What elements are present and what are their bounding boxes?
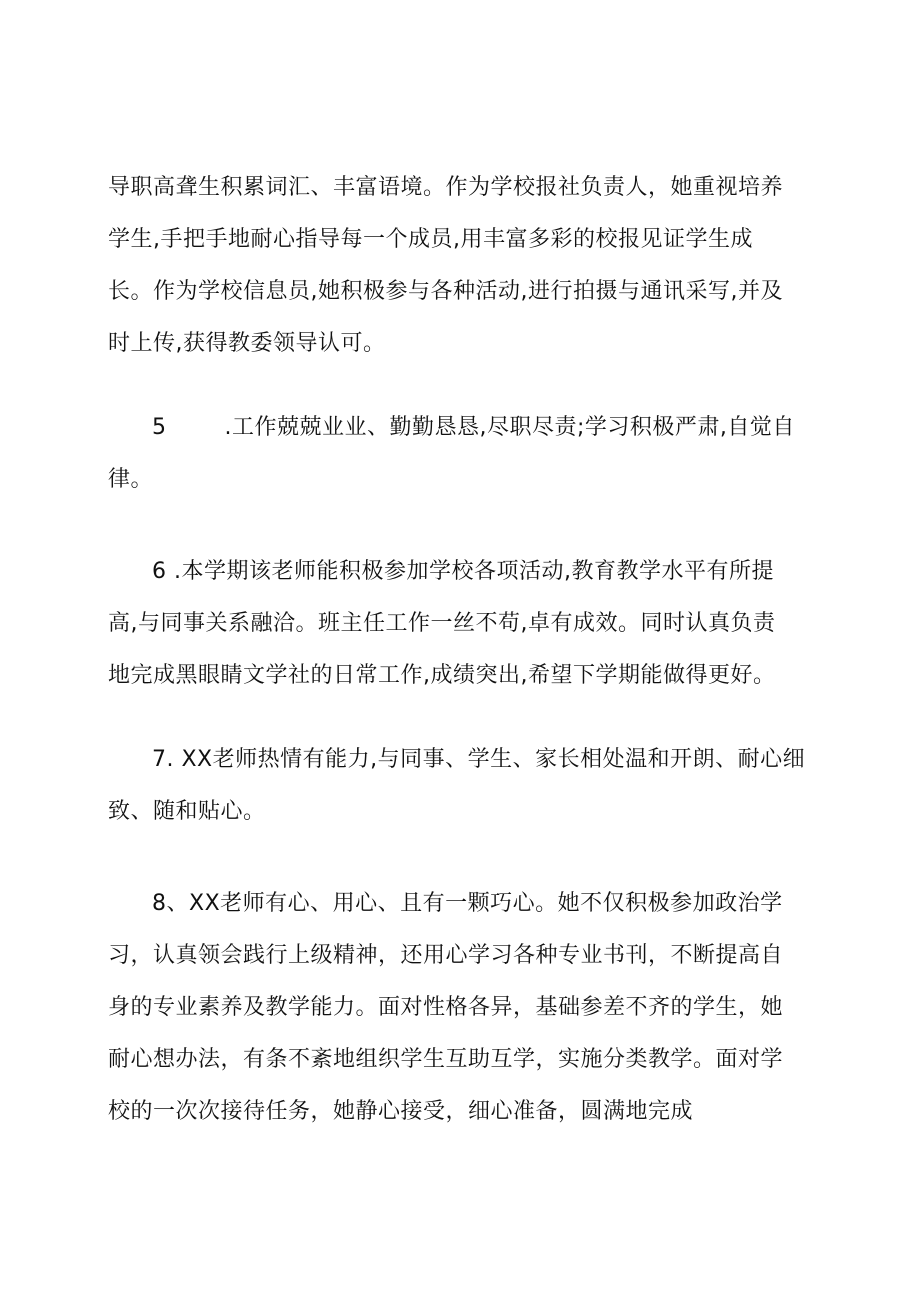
text-line: 耐心想办法，有条不紊地组织学生互助互学，实施分类教学。面对学: [108, 1047, 784, 1072]
paragraph-item-5: [108, 402, 828, 506]
text-line: 地完成黑眼睛文学社的日常工作,成绩突出,希望下学期能做得更好。: [108, 663, 776, 688]
text-line: 致、随和贴心。: [108, 799, 266, 824]
paragraph-continuation: [108, 162, 828, 370]
paragraph-item-6: [108, 546, 828, 702]
text-line: 学生,手把手地耐心指导每一个成员,用丰富多彩的校报见证学生成: [108, 227, 753, 252]
text-line: 长。作为学校信息员,她积极参与各种活动,进行拍摄与通讯采写,并及: [108, 279, 783, 304]
item-number: 5: [152, 415, 167, 440]
text-line: 律。: [108, 467, 154, 492]
text-line: [108, 402, 828, 454]
text-line: 8、XX老师有心、用心、且有一颗巧心。她不仅积极参加政治学: [152, 891, 783, 916]
text-line: 导职高聋生积累词汇、丰富语境。作为学校报社负责人，她重视培养: [108, 175, 784, 200]
text-line: 7. XX老师热情有能力,与同事、学生、家长相处温和开朗、耐心细: [152, 747, 806, 772]
text-line: 时上传,获得教委领导认可。: [108, 331, 386, 356]
paragraph-item-7: [108, 734, 828, 838]
item-text: .工作兢兢业业、勤勤恳恳,尽职尽责;学习积极严肃,自觉自: [224, 415, 795, 440]
text-line: 6 .本学期该老师能积极参加学校各项活动,教育教学水平有所提: [152, 559, 774, 584]
text-line: 校的一次次接待任务，她静心接受，细心准备，圆满地完成: [108, 1099, 694, 1124]
text-line: 高,与同事关系融洽。班主任工作一丝不苟,卓有成效。同时认真负责: [108, 611, 776, 636]
paragraph-item-8: [108, 878, 828, 1138]
text-line: 习，认真领会践行上级精神，还用心学习各种专业书刊，不断提高自: [108, 943, 784, 968]
text-line: 身的专业素养及教学能力。面对性格各异，基础参差不齐的学生，她: [108, 995, 784, 1020]
